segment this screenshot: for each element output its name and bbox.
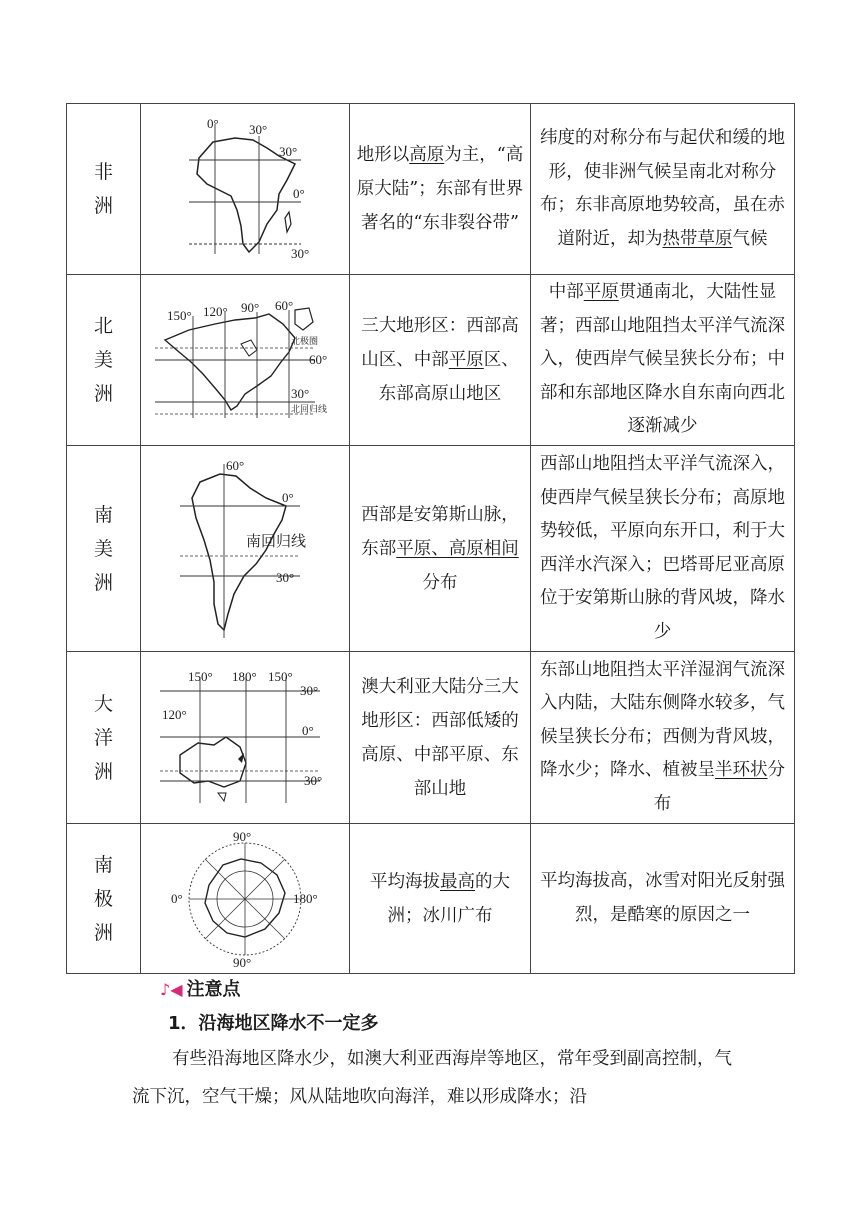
continent-name-char: 美 (93, 537, 113, 560)
table-row-antarctica (67, 824, 795, 974)
text-segment: 分布 (653, 760, 785, 814)
table-row-africa (67, 104, 795, 275)
south-america-map (170, 454, 320, 644)
oceania-map-cell (141, 652, 350, 824)
terrain-cell (350, 446, 531, 652)
map-label: 150° (188, 668, 213, 684)
text-segment: 西部是安第斯山脉，东部 (361, 504, 519, 559)
text-segment: 贯通南北，大陆性显著；西部山地阻挡太平洋气流深入，使西岸气候呈狭长分布；中部和东部地区降水自东南向西北逐渐减少 (540, 282, 785, 437)
continent-name-char: 南 (93, 853, 113, 876)
climate-cell (531, 275, 795, 446)
terrain-cell (350, 104, 531, 275)
note-paragraph: 有些沿海地区降水少，如澳大利亚西海岸等地区，常年受到副高控制，气流下沉，空气干燥；风从陆地吹向海洋，难以形成降水；沿 (132, 1049, 732, 1107)
map-label: 180° (293, 890, 318, 906)
continent-name-char: 洲 (93, 571, 113, 594)
underlined-keyword: 平原 (583, 282, 619, 303)
africa-map (175, 114, 315, 264)
text-segment: 地形以 (356, 145, 410, 165)
continent-name-char: 南 (93, 503, 113, 526)
underlined-keyword: 最高 (440, 871, 475, 892)
map-label: 30° (300, 682, 319, 698)
text-segment: 为主，“高原大陆”；东部有世界著名的“东非裂谷带” (356, 145, 524, 233)
text-segment: 西部山地阻挡太平洋气流深入，使西岸气候呈狭长分布；高原地势较低，平原向东开口，利于大西洋水汽深入；巴塔哥尼亚高原位于安第斯山脉的背风坡，降水少 (540, 454, 785, 642)
text-segment: 东部山地阻挡太平洋湿润气流深入内陆，大陆东侧降水较多，气候呈狭长分布；西侧为背风坡，降水少；降水、植被呈 (540, 659, 785, 781)
table-row-south-america (67, 446, 795, 652)
underlined-keyword: 平原 (448, 350, 484, 370)
continent-name-char: 北 (93, 315, 113, 337)
map-label: 90° (233, 828, 252, 844)
map-label: 60° (309, 352, 328, 367)
underlined-keyword: 半环状 (715, 760, 768, 781)
antarctica-map (165, 829, 325, 969)
map-label: 0° (293, 186, 305, 201)
antarctica-map-cell (141, 824, 350, 974)
continent-name-char: 洲 (93, 921, 113, 944)
continent-name-cell (67, 275, 141, 446)
terrain-text (361, 505, 519, 593)
map-label: 150° (268, 668, 293, 684)
climate-cell (531, 824, 795, 974)
continent-table (66, 103, 795, 974)
terrain-text (370, 872, 510, 926)
map-label: 30° (279, 144, 298, 159)
continent-name-cell (67, 652, 141, 824)
table-row-north-america (67, 275, 795, 446)
terrain-cell (350, 275, 531, 446)
terrain-cell (350, 824, 531, 974)
text-segment: 气候 (732, 228, 768, 249)
continent-name-char: 洲 (93, 383, 113, 405)
oceania-map (150, 663, 340, 813)
climate-text (540, 660, 785, 814)
north-america-map-cell (141, 275, 350, 446)
map-label: 北极圈 (291, 336, 319, 346)
underlined-keyword: 热带草原 (662, 228, 733, 249)
note-heading-text: 注意点 (186, 979, 241, 1000)
map-label: 30° (291, 246, 310, 261)
map-label: 90° (241, 300, 260, 315)
text-segment: 三大地形区：西部高山区、中部 (361, 316, 519, 370)
underlined-keyword: 高原 (409, 145, 445, 165)
continent-name-char: 洋 (93, 726, 113, 749)
map-label: 30° (276, 569, 295, 585)
text-segment: 平均海拔 (370, 871, 440, 892)
south-america-map-cell (141, 446, 350, 652)
climate-cell (531, 446, 795, 652)
text-segment: 纬度的对称分布与起伏和缓的地形，使非洲气候呈南北对称分布；东非高原地势较高，虽在赤道附近，却为 (540, 128, 785, 249)
map-label: 30° (304, 772, 323, 788)
terrain-text (361, 316, 519, 404)
text-segment: 的大洲；冰川广布 (387, 871, 510, 926)
map-label: 30° (291, 386, 310, 401)
map-label: 0° (302, 722, 314, 738)
text-segment: 澳大利亚大陆分三大地形区：西部低矮的高原、中部平原、东部山地 (361, 676, 519, 799)
map-label: 北回归线 (291, 404, 328, 414)
north-america-map (145, 290, 345, 430)
map-label: 60° (275, 298, 294, 313)
continent-name-char: 非 (93, 161, 113, 183)
map-label: 180° (232, 668, 257, 684)
climate-text (540, 282, 785, 436)
continent-name-cell (67, 446, 141, 652)
continent-name-cell (67, 104, 141, 275)
africa-map-cell (141, 104, 350, 275)
speaker-icon: ♪◀ (160, 980, 183, 999)
map-label: 120° (203, 304, 228, 319)
map-label: 30° (249, 122, 268, 137)
continent-name-char: 大 (93, 692, 113, 715)
climate-cell (531, 652, 795, 824)
continent-name-char: 美 (93, 349, 113, 371)
text-segment: 分布 (422, 572, 458, 593)
terrain-text (361, 677, 519, 799)
continent-name-char: 洲 (93, 760, 113, 783)
underlined-keyword: 平原、高原相间 (396, 538, 519, 559)
continent-name-cell (67, 824, 141, 974)
climate-text (540, 128, 785, 249)
map-label: 0° (282, 489, 294, 505)
terrain-text (357, 145, 523, 233)
continent-name-char: 洲 (93, 195, 113, 217)
map-label: 南回归线 (246, 533, 307, 550)
continent-name-char: 极 (93, 887, 113, 910)
note-title: 1．沿海地区降水不一定多 (168, 1013, 379, 1034)
map-label: 0° (207, 116, 219, 131)
text-segment: 中部 (548, 282, 584, 303)
text-segment: 区、东部高原山地区 (378, 350, 519, 404)
climate-text (540, 454, 785, 642)
table-row-oceania (67, 652, 795, 824)
climate-cell (531, 104, 795, 275)
map-label: 120° (162, 706, 187, 722)
terrain-cell (350, 652, 531, 824)
text-segment: 平均海拔高，冰雪对阳光反射强烈，是酷寒的原因之一 (540, 871, 785, 925)
note-heading (160, 975, 241, 1001)
map-label: 60° (226, 457, 245, 473)
map-label: 90° (233, 954, 252, 969)
map-label: 150° (167, 308, 192, 323)
climate-text (540, 871, 785, 925)
map-label: 0° (171, 890, 183, 906)
